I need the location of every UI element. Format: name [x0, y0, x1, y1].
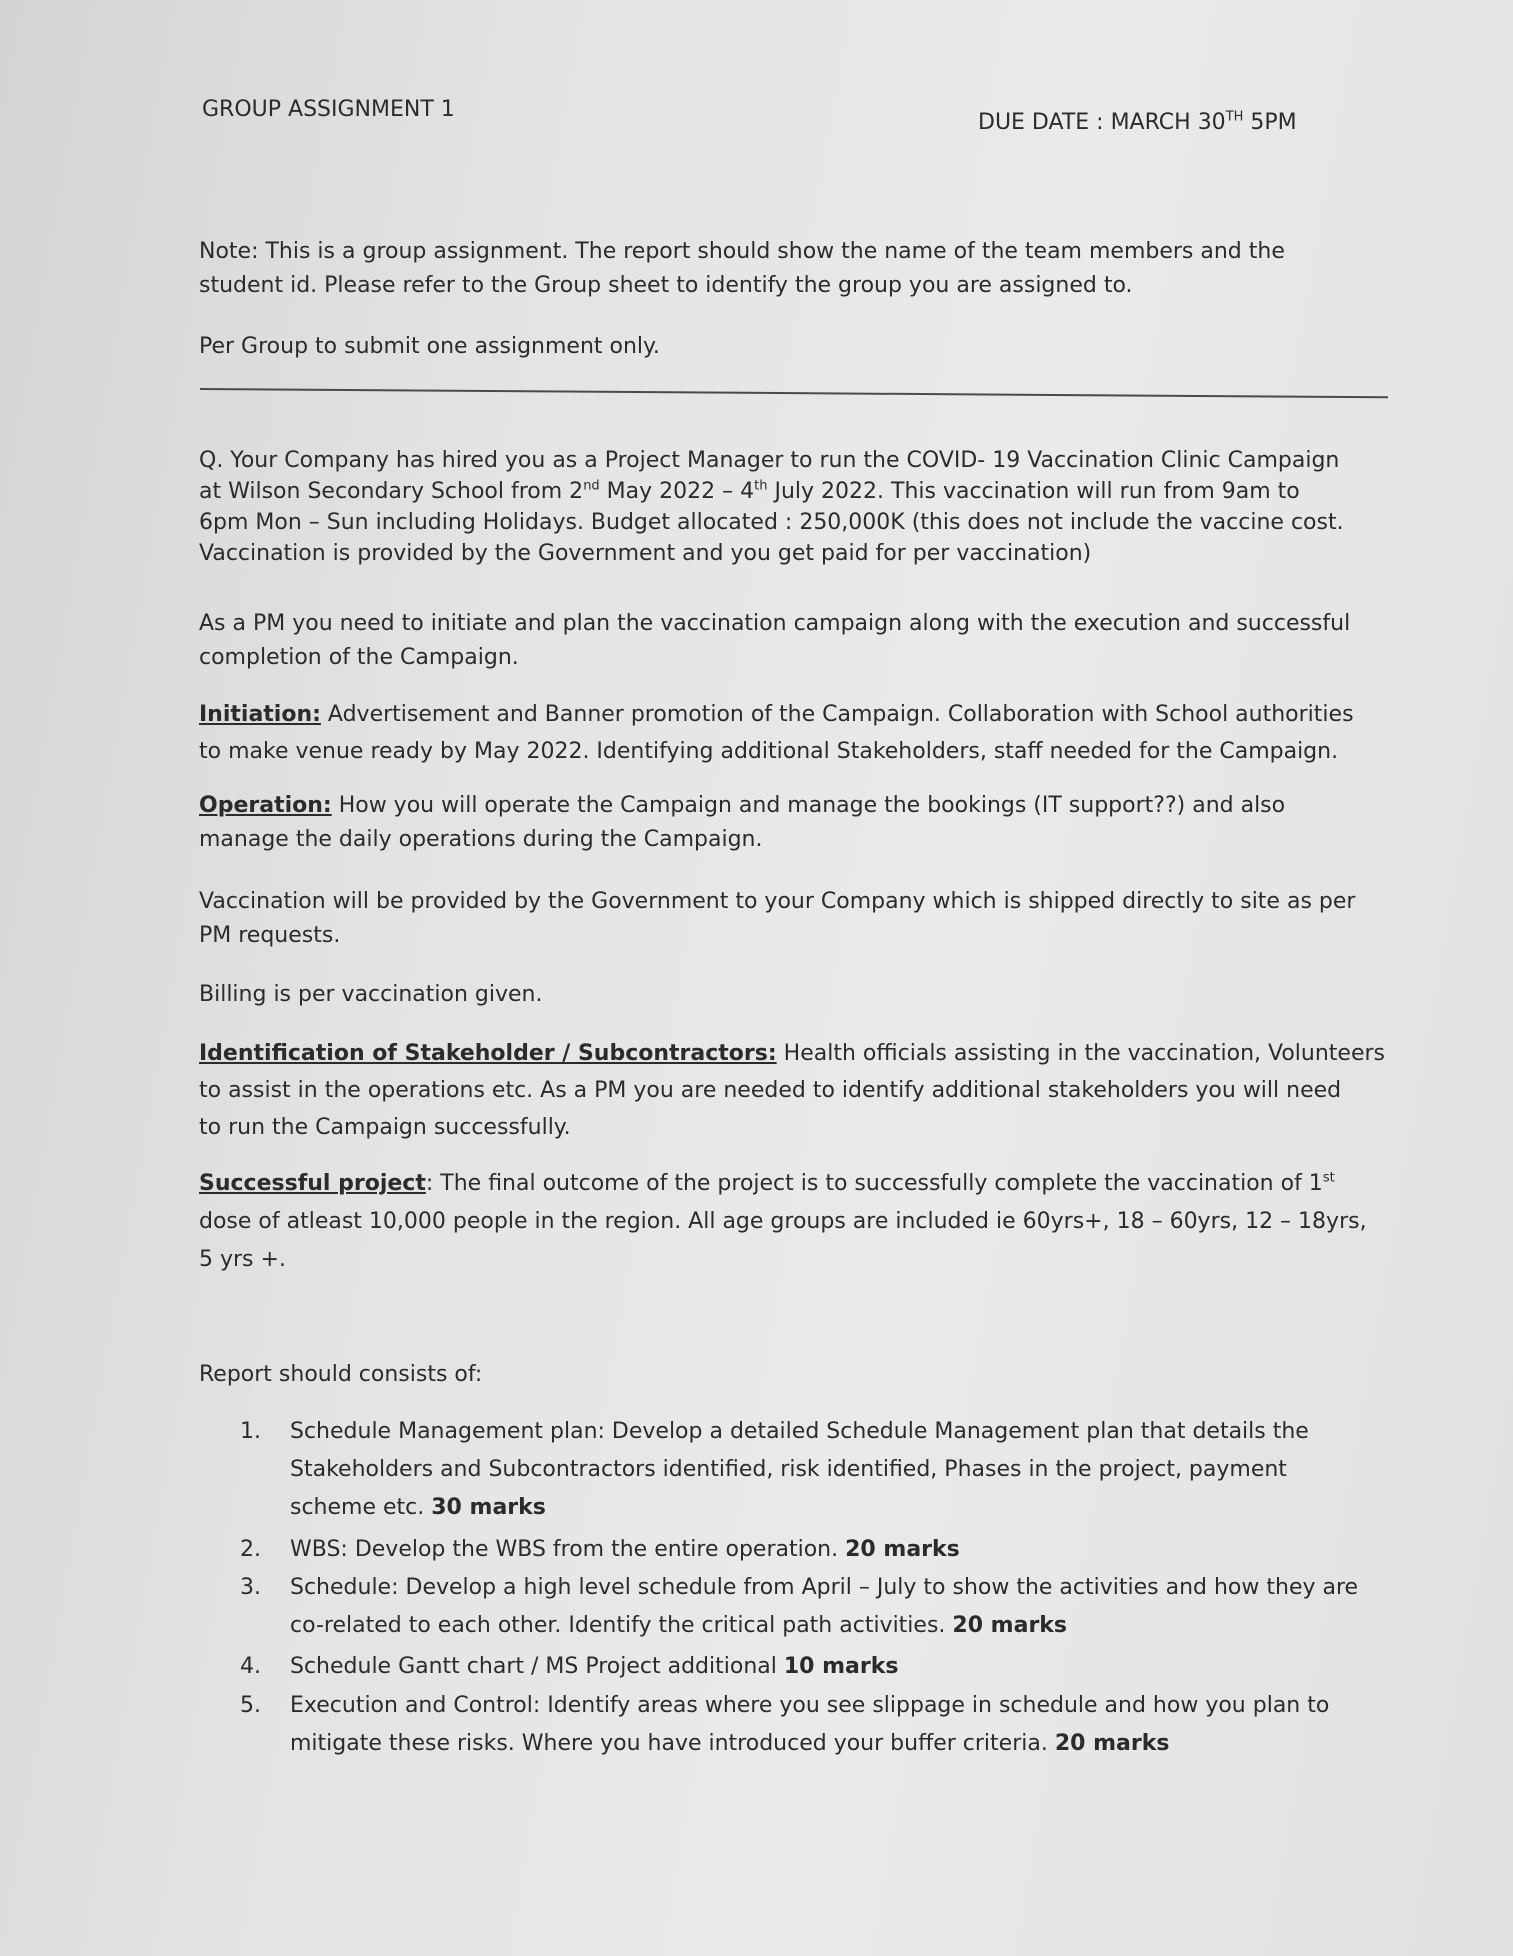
billing-paragraph: Billing is per vaccination given.	[199, 982, 543, 1007]
submit-note: Per Group to submit one assignment only.	[199, 334, 660, 359]
report-item-number: 3.	[240, 1575, 261, 1600]
report-item-marks: 20 marks	[1054, 1731, 1170, 1756]
report-intro: Report should consists of:	[199, 1362, 483, 1387]
report-item-text	[290, 1687, 1440, 1763]
operation-paragraph: Operation: How you will operate the Campaign and manage the bookings (IT support??) and also manage the daily operations during the Campaign.	[199, 793, 1286, 852]
report-item-number: 5.	[240, 1693, 261, 1718]
report-item-marks: 10 marks	[783, 1654, 899, 1679]
report-item-text	[290, 1569, 1440, 1645]
report-item-line: Schedule Management plan: Develop a detailed Schedule Management plan that details the	[290, 1419, 1309, 1444]
initiation-heading: Initiation:	[199, 702, 321, 727]
due-date: DUE DATE : MARCH 30TH 5PM	[978, 109, 1297, 135]
report-item-marks: 30 marks	[431, 1495, 546, 1520]
report-item-line: co-related to each other. Identify the critical path activities. 20 marks	[290, 1613, 1068, 1638]
success-heading: Successful project	[199, 1171, 426, 1196]
report-item-number: 2.	[240, 1537, 261, 1562]
report-item-text	[290, 1648, 1440, 1686]
divider-line	[200, 388, 1388, 398]
report-item-line: Schedule Gantt chart / MS Project additional 10 marks	[290, 1654, 899, 1679]
report-item-number: 4.	[240, 1654, 261, 1679]
vaccination-paragraph: Vaccination will be provided by the Government to your Company which is shipped directly to site as per PM requests.	[199, 889, 1356, 948]
report-item-marks: 20 marks	[845, 1537, 960, 1562]
assignment-title: GROUP ASSIGNMENT 1	[202, 97, 455, 122]
report-item-text	[290, 1413, 1440, 1527]
report-item-line: WBS: Develop the WBS from the entire operation. 20 marks	[290, 1537, 960, 1562]
question-paragraph: Q. Your Company has hired you as a Project Manager to run the COVID- 19 Vaccination Clinic Campaign at Wilson Secondary School from 2nd May 2022 – 4th July 2022. This vaccination will run from 9am to 6pm Mon – Sun including Holidays. Budget allocated : 250,000K (this does not include the vaccine cost. Vaccination is provided by the Government and you get paid for per vaccination)	[199, 448, 1344, 566]
stakeholders-heading: Identification of Stakeholder / Subcontractors:	[199, 1041, 777, 1066]
report-item-line: Schedule: Develop a high level schedule from April – July to show the activities and how they are	[290, 1575, 1359, 1600]
pm-paragraph: As a PM you need to initiate and plan the vaccination campaign along with the execution and successful completion of the Campaign.	[199, 611, 1351, 670]
operation-heading: Operation:	[199, 793, 332, 818]
report-item-marks: 20 marks	[952, 1613, 1068, 1638]
report-item-line: scheme etc. 30 marks	[290, 1495, 546, 1520]
report-item-line: Execution and Control: Identify areas where you see slippage in schedule and how you plan to	[290, 1693, 1330, 1718]
report-item-text	[290, 1531, 1440, 1569]
note-paragraph: Note: This is a group assignment. The report should show the name of the team members and the student id. Please refer to the Group sheet to identify the group you are assigned to.	[199, 239, 1285, 298]
report-item-line: mitigate these risks. Where you have introduced your buffer criteria. 20 marks	[290, 1731, 1170, 1756]
success-paragraph: Successful project: The final outcome of the project is to successfully complete the vaccination of 1st dose of atleast 10,000 people in the region. All age groups are included ie 60yrs+, 18 – 60yrs, 12 – 18yrs, 5 yrs +.	[199, 1170, 1367, 1272]
stakeholders-paragraph: Identification of Stakeholder / Subcontractors: Health officials assisting in the vaccination, Volunteers to assist in the operations etc. As a PM you are needed to identify additional stakeholders you will need to run the Campaign successfully.	[199, 1041, 1386, 1140]
report-item-line: Stakeholders and Subcontractors identified, risk identified, Phases in the project, payment	[290, 1457, 1287, 1482]
report-item-number: 1.	[240, 1419, 261, 1444]
initiation-paragraph: Initiation: Advertisement and Banner promotion of the Campaign. Collaboration with School authorities to make venue ready by May 2022. Identifying additional Stakeholders, staff needed for the Campaign.	[199, 702, 1354, 764]
